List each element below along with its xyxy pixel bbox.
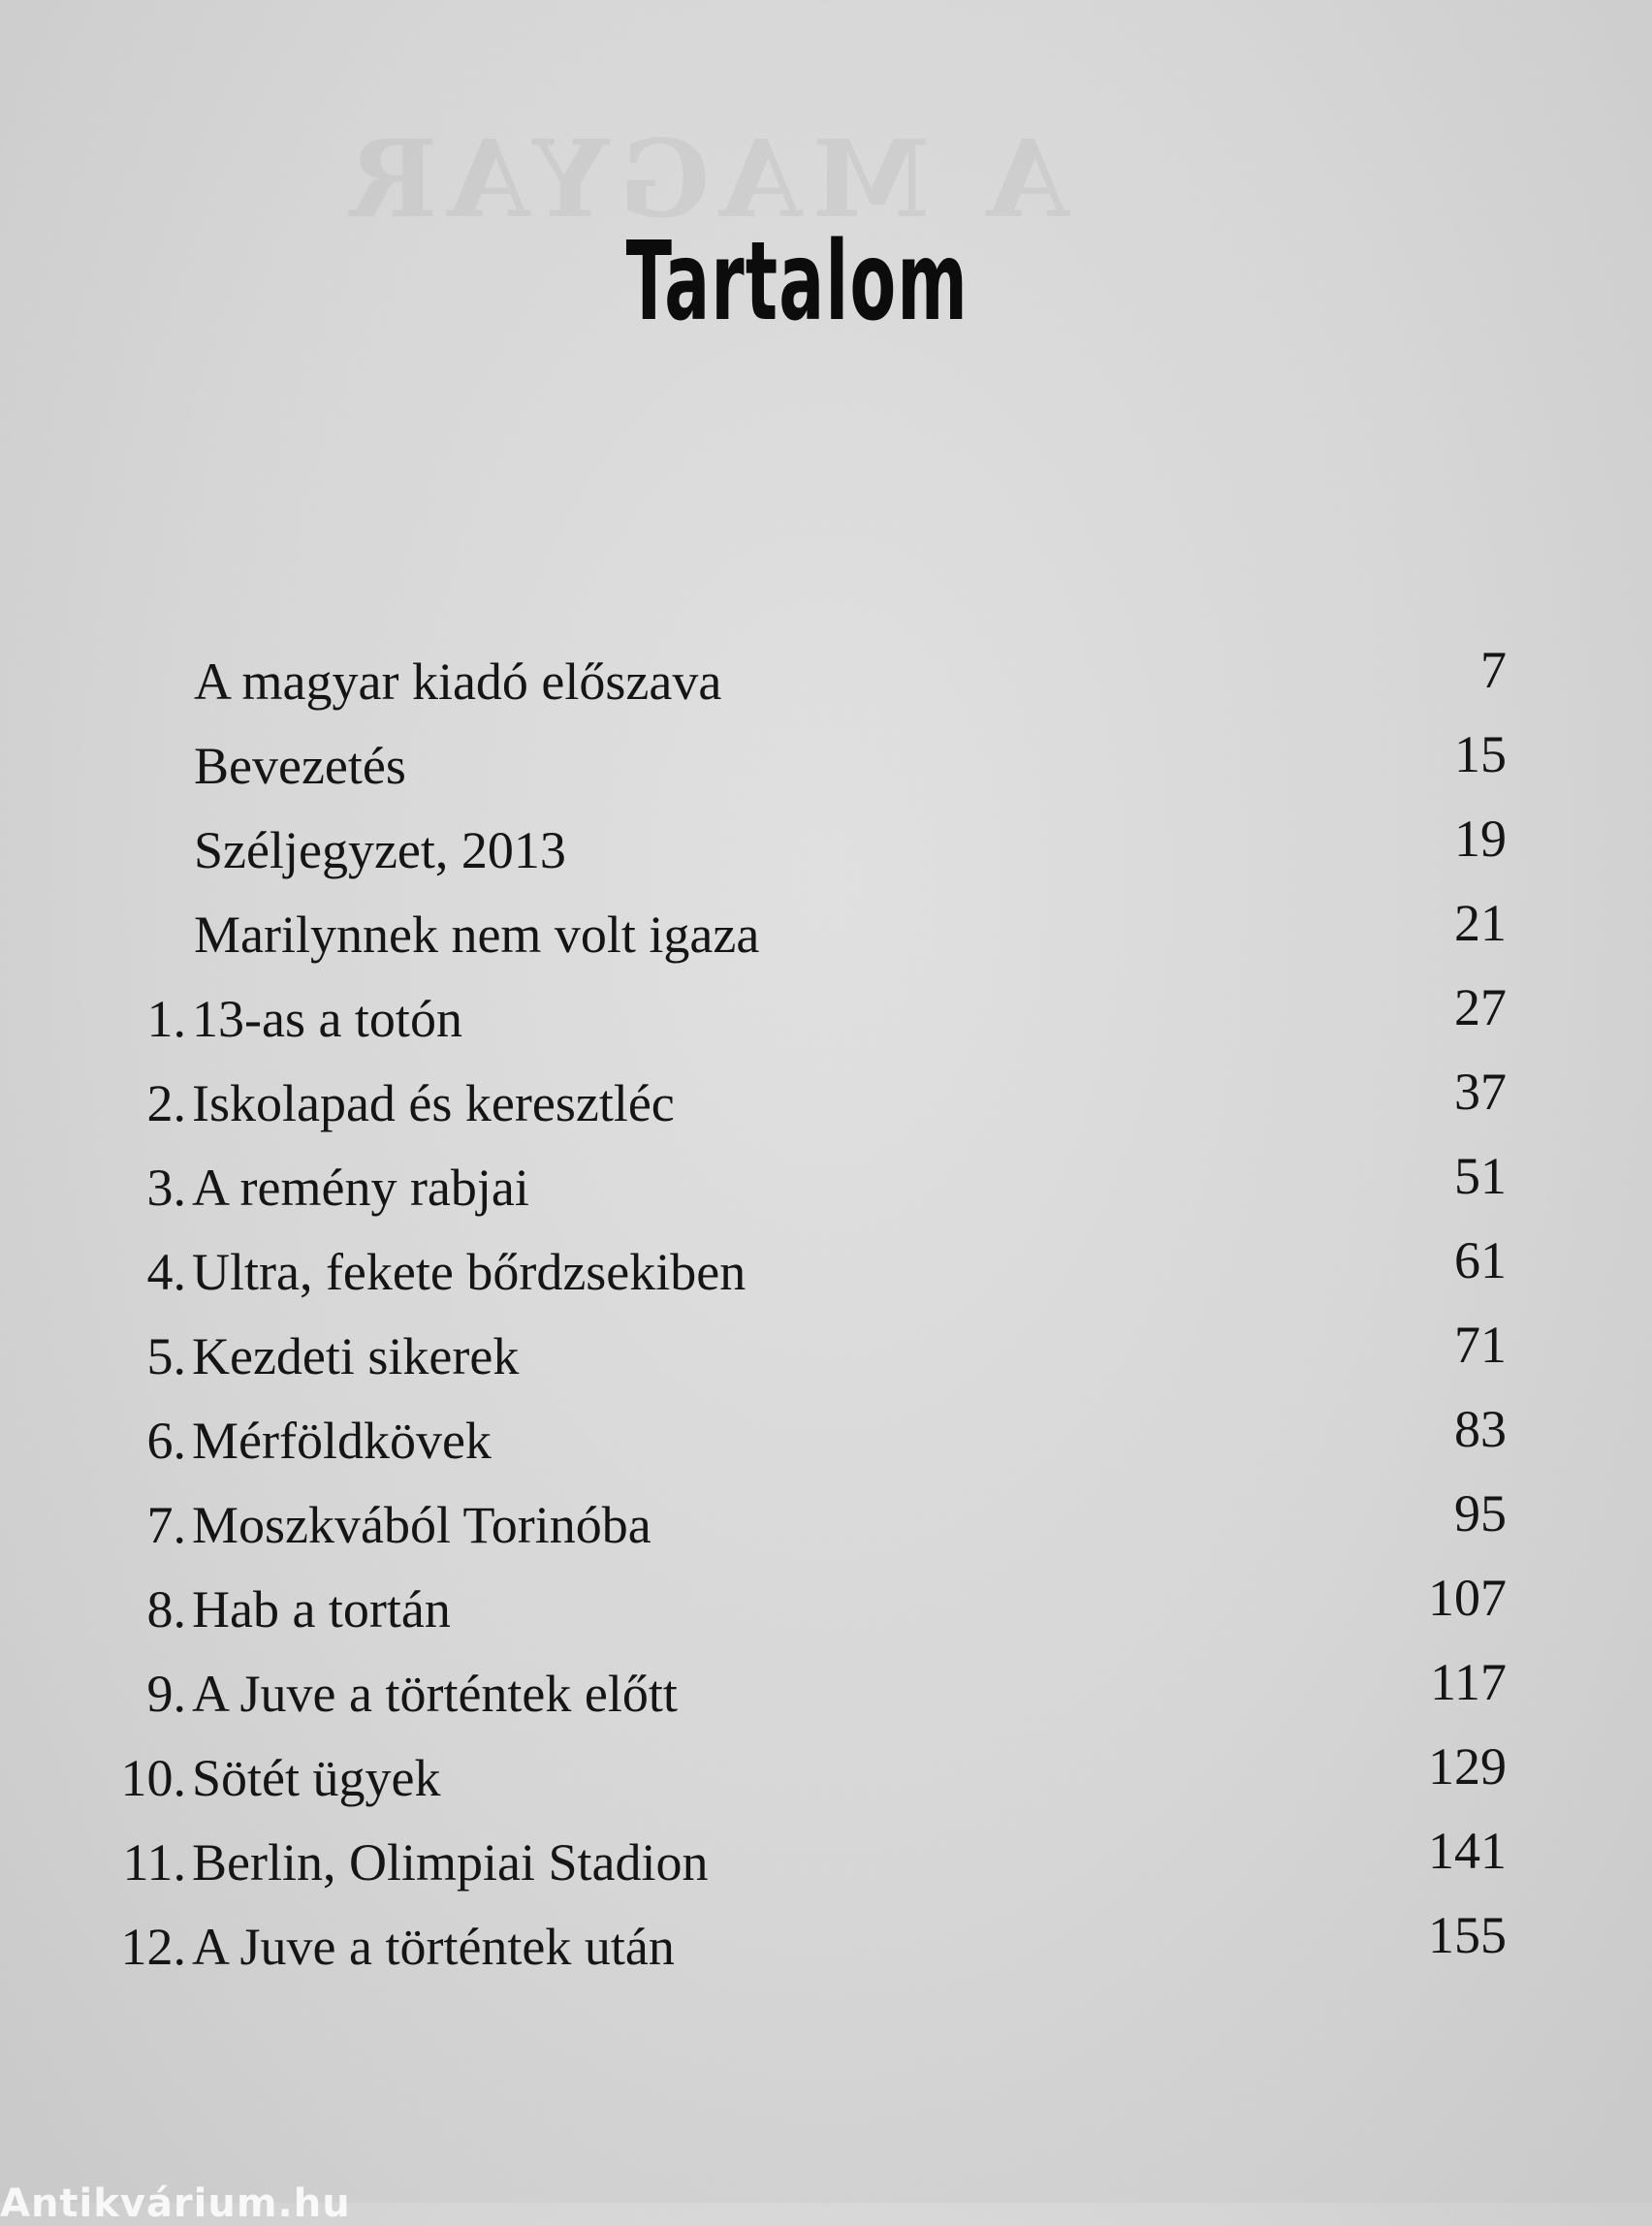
toc-entry-number: 8. [146,1580,186,1638]
toc-entry-title: Marilynnek nem volt igaza [194,906,760,964]
toc-entry [0,1652,1652,1736]
toc-entry [0,1146,1652,1230]
toc-entry-number: 10. [120,1749,186,1807]
toc-entry-title: Széljegyzet, 2013 [194,821,566,879]
toc-entry-title: A magyar kiadó előszava [194,652,722,711]
toc-entry [0,724,1652,809]
toc-entry [0,977,1652,1062]
toc-entry-number: 4. [146,1243,186,1301]
toc-entry-title: Sötét ügyek [192,1749,441,1807]
toc-entry [0,809,1652,893]
table-of-contents [0,640,1652,1989]
toc-entry-number: 3. [146,1159,186,1217]
toc-entry-title: Bevezetés [194,737,406,795]
toc-entry-page: 95 [1454,1484,1507,1542]
toc-entry [0,1230,1652,1315]
toc-entry [0,640,1652,724]
bleed-through-decoration: A MAGYAR [339,116,1069,241]
toc-entry-title: A Juve a történtek után [192,1918,675,1976]
toc-entry-title: Ultra, fekete bőrdzsekiben [192,1243,747,1301]
toc-entry-number: 2. [146,1074,186,1132]
toc-entry-page: 51 [1454,1147,1507,1205]
toc-entry-title: Kezdeti sikerek [192,1327,520,1385]
toc-entry [0,1062,1652,1146]
toc-entry [0,893,1652,977]
toc-entry-title: 13-as a totón [192,990,462,1048]
toc-entry-number: 1. [146,990,186,1048]
page-title: Tartalom [625,219,969,346]
toc-entry-page: 71 [1454,1316,1507,1374]
toc-entry-page: 15 [1454,725,1507,783]
toc-entry [0,1399,1652,1483]
toc-entry-page: 27 [1454,978,1507,1036]
toc-entry-title: Hab a tortán [192,1580,451,1638]
toc-entry [0,1905,1652,1989]
toc-entry-number: 7. [146,1496,186,1554]
toc-entry-page: 107 [1428,1569,1507,1627]
toc-entry-page: 155 [1428,1906,1507,1964]
watermark-text: Antikvárium.hu [0,2181,351,2226]
toc-entry [0,1315,1652,1399]
toc-entry-title: A remény rabjai [192,1159,529,1217]
toc-entry-number: 11. [122,1833,186,1892]
toc-entry-page: 61 [1454,1231,1507,1289]
toc-entry [0,1483,1652,1568]
toc-entry-title: Mérföldkövek [192,1412,492,1470]
toc-entry-page: 83 [1454,1400,1507,1458]
toc-entry-page: 117 [1430,1653,1507,1711]
toc-entry [0,1736,1652,1821]
toc-entry-title: Berlin, Olimpiai Stadion [192,1833,709,1892]
toc-entry-title: Moszkvából Torinóba [192,1496,651,1554]
toc-entry-page: 37 [1454,1063,1507,1121]
toc-entry-title: Iskolapad és keresztléc [192,1074,675,1132]
toc-entry-number: 5. [146,1327,186,1385]
toc-entry-page: 21 [1454,894,1507,952]
toc-entry-page: 7 [1480,641,1507,699]
toc-entry [0,1821,1652,1905]
toc-entry-number: 6. [146,1412,186,1470]
toc-entry [0,1568,1652,1652]
toc-entry-number: 12. [120,1918,186,1976]
toc-entry-title: A Juve a történtek előtt [192,1665,678,1723]
toc-entry-page: 141 [1428,1822,1507,1880]
toc-entry-page: 129 [1428,1737,1507,1796]
toc-entry-page: 19 [1454,810,1507,868]
toc-entry-number: 9. [146,1665,186,1723]
